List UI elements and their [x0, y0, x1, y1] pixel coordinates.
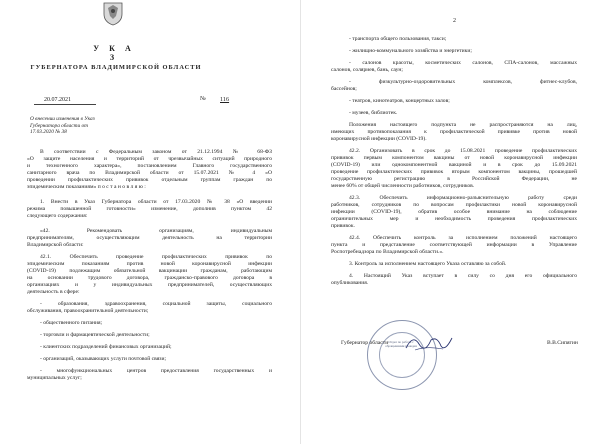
- text-line: - салонов красоты, косметических салонов, СПА-салонов, массажных: [349, 60, 577, 66]
- text-line: - жилищно-коммунального хозяйства и энергетики;: [349, 48, 472, 54]
- signature-title: Губернатор области: [341, 340, 389, 346]
- document-subject: [30, 116, 134, 136]
- text-line: (COVID-19) подлежащим обязательной вакцинации гражданам, работающим: [27, 268, 272, 274]
- text-line: и техногенного характера», постановлением Главного государственного: [27, 163, 272, 169]
- text-line: В соответствии с Федеральным законом от 21.12.1994 № 68-ФЗ: [40, 149, 272, 155]
- text-line: салонов, соляриев, бань, саун;: [331, 67, 403, 73]
- text-line: - музеев, библиотек.: [349, 110, 398, 116]
- text-line: муниципальных услуг;: [27, 375, 82, 381]
- text-line: опубликования.: [331, 280, 369, 286]
- text-line: «42. Рекомендовать организациям, индивидуальным: [40, 228, 272, 234]
- text-line: 42.2. Организовать в срок до 15.08.2021 проведение профилактических: [349, 148, 577, 154]
- text-line: коронавирусной инфекции (COVID-19).: [331, 136, 427, 142]
- seal-text: Отдел по работе с обращениями граждан: [385, 340, 417, 348]
- text-line: государственную регистрацию в Российской Федерации, не: [331, 176, 577, 182]
- subject-line: О внесении изменения в Указ: [30, 116, 95, 122]
- text-line: - торговли и фармацевтической деятельности;: [40, 332, 150, 338]
- text-line: 4. Настоящий Указ вступает в силу со дня его официального: [349, 273, 577, 279]
- text-line: пункта и представление соответствующей информации в Управление: [331, 242, 577, 248]
- text-line: следующего содержания:: [27, 213, 88, 219]
- text-line: менее 60% от общей численности работников, сотрудников.: [331, 183, 475, 189]
- text-line: - образования, здравоохранения, социальной защиты, социального: [40, 301, 272, 307]
- signature-name: В.В.Сипягин: [547, 340, 578, 346]
- text-line: предпринимателям, осуществляющим деятельность на территории: [27, 235, 272, 241]
- text-line: прививок первым компонентом вакцины от новой коронавирусной инфекции: [331, 155, 577, 161]
- subject-line: Губернатора области от: [30, 122, 88, 129]
- text-line: проведении профилактических прививок отдельным группам граждан по: [27, 177, 272, 183]
- document-type: У К А З: [93, 44, 135, 62]
- text-line: эпидемическим показаниям против новой коронавирусной инфекции: [27, 261, 272, 267]
- page-number: 2: [453, 18, 456, 24]
- document-number: 116: [220, 96, 230, 103]
- text-line: деятельность в сфере:: [27, 289, 80, 295]
- text-line: 3. Контроль за исполнением настоящего Указа оставляю за собой.: [349, 261, 507, 267]
- text-line: Роспотребнадзора по Владимирской области.».: [331, 249, 444, 255]
- text-line: обслуживания, правоохранительной деятельности;: [27, 308, 149, 314]
- text-line: бассейнов;: [331, 86, 357, 92]
- text-line: прививок.: [331, 223, 355, 229]
- text-line: на основании трудового договора, гражданско-правового договора в: [27, 275, 272, 281]
- coat-of-arms-icon: [102, 2, 124, 26]
- document-date: 20.07.2021: [44, 97, 71, 103]
- document-page-1: [0, 0, 300, 444]
- text-line: 42.4. Обеспечить контроль за исполнением положений настоящего: [349, 235, 577, 241]
- text-line: - многофункциональных центров предоставления государственных и: [40, 368, 272, 374]
- text-line: - общественного питания;: [40, 320, 103, 326]
- text-line: работников, сотрудников по вопросам профилактики новой коронавирусной: [331, 202, 577, 208]
- number-sign: №: [200, 96, 206, 102]
- text-line: эпидемическим показаниям» п о с т а н о в л я ю :: [27, 184, 146, 190]
- text-line: имеющих противопоказания к профилактической прививке против новой: [331, 129, 577, 135]
- text-line: 1. Внести в Указ Губернатора области от 17.03.2020 № 38 «О введении: [40, 199, 272, 205]
- text-line: - клиентских подразделений финансовых организаций;: [40, 344, 172, 350]
- text-line: - театров, кинотеатров, концертных залов;: [349, 98, 450, 104]
- text-line: - транспорта общего пользования, такси;: [349, 36, 447, 42]
- text-line: режима повышенной готовности» изменение, дополнив пунктом 42: [27, 206, 272, 212]
- document-page-2: [300, 0, 605, 444]
- handwritten-signature: [403, 330, 455, 356]
- text-line: Положения настоящего подпункта не распространяются на лиц,: [349, 122, 577, 128]
- text-line: 42.3. Обеспечить информационно-разъяснительную работу среди: [349, 195, 577, 201]
- subject-line: 17.03.2020 № 38: [30, 129, 67, 136]
- issuer-title: ГУБЕРНАТОРА ВЛАДИМИРСКОЙ ОБЛАСТИ: [30, 64, 202, 71]
- text-line: проведение профилактических прививок вторым компонентом вакцины, прошедшей: [331, 169, 577, 175]
- text-line: - организаций, оказывающих услуги почтовой связи;: [40, 356, 167, 362]
- text-line: - физкультурно-оздоровительных комплексов, фитнес-клубов,: [349, 79, 577, 85]
- date-underline: [34, 104, 96, 105]
- text-line: «О защите населения и территорий от чрезвычайных ситуаций природного: [27, 156, 272, 162]
- text-line: 42.1. Обеспечить проведение профилактических прививок по: [40, 254, 272, 260]
- text-line: санитарного врача по Владимирской области от 15.07.2021 № 4 «О: [27, 170, 272, 176]
- text-line: Владимирской области:: [27, 242, 84, 248]
- text-line: ограничительных мер и необходимость проведения профилактических: [331, 216, 577, 222]
- text-line: инфекции (COVID-19), обратив особое внимание на соблюдение: [331, 209, 577, 215]
- text-line: (COVID-19) или однокомпонентной вакциной и в срок до 15.09.2021: [331, 162, 577, 168]
- text-line: организациях и у индивидуальных предпринимателей, осуществляющих: [27, 282, 272, 288]
